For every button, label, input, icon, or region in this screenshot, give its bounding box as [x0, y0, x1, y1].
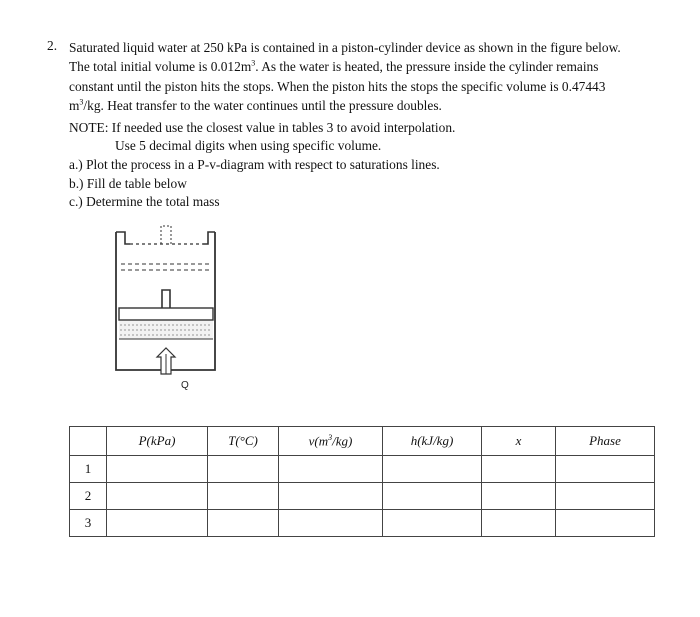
task-c: c.) Determine the total mass [69, 194, 220, 209]
cell-enthalpy[interactable] [383, 510, 482, 537]
header-specific-volume: $v(m^3/kg)$ [279, 427, 383, 456]
state-number: 3 [70, 510, 107, 537]
note-line-1: NOTE: If needed use the closest value in tables 3 to avoid interpolation. [69, 120, 456, 135]
header-phase: Phase [556, 427, 655, 456]
cell-quality[interactable] [482, 456, 556, 483]
stop-right [203, 232, 215, 244]
cell-pressure[interactable] [107, 483, 208, 510]
cell-specific-volume[interactable] [279, 510, 383, 537]
piston-rod [162, 290, 170, 308]
cell-enthalpy[interactable] [383, 456, 482, 483]
table-row [70, 456, 655, 483]
state-number: 1 [70, 456, 107, 483]
cell-enthalpy[interactable] [383, 483, 482, 510]
table-header-row [70, 427, 655, 456]
task-list [69, 156, 440, 212]
question-number: 2. [47, 38, 58, 53]
stop-left [116, 232, 130, 244]
header-pressure: P(kPa) [107, 427, 208, 456]
header-blank [70, 427, 107, 456]
cell-phase[interactable] [556, 483, 655, 510]
statement-text [69, 38, 647, 116]
task-a: a.) Plot the process in a P-v-diagram with respect to saturations lines. [69, 157, 440, 172]
cell-quality[interactable] [482, 483, 556, 510]
cell-temperature[interactable] [208, 510, 279, 537]
cell-pressure[interactable] [107, 456, 208, 483]
state-number: 2 [70, 483, 107, 510]
statement-line-4: $m^3/kg$. Heat transfer to the water continues until the pressure doubles. [69, 97, 442, 114]
table-row [70, 483, 655, 510]
piston-cylinder-figure [103, 222, 233, 392]
cell-pressure[interactable] [107, 510, 208, 537]
note-block [69, 119, 455, 155]
problem-statement [47, 38, 647, 116]
task-b: b.) Fill de table below [69, 175, 187, 191]
piston [119, 308, 213, 320]
cell-quality[interactable] [482, 510, 556, 537]
header-enthalpy: h(kJ/kg) [383, 427, 482, 456]
cell-temperature[interactable] [208, 456, 279, 483]
header-quality: x [482, 427, 556, 456]
cell-phase[interactable] [556, 456, 655, 483]
cell-specific-volume[interactable] [279, 456, 383, 483]
cell-phase[interactable] [556, 510, 655, 537]
note-line-2: Use 5 decimal digits when using specific volume. [115, 138, 382, 153]
piston-cylinder-diagram [103, 222, 233, 392]
statement-line-3: constant until the piston hits the stops. When the piston hits the stops the specific volume is 0.47443 [69, 78, 606, 94]
table-row [70, 510, 655, 537]
statement-line-1: Saturated liquid water at 250 kPa is contained in a piston-cylinder device as shown in the figure below. [69, 40, 621, 55]
statement-line-2: The total initial volume is $0.012m^3$. As the water is heated, the pressure inside the cylinder remains [69, 58, 599, 75]
header-temperature: T(°C) [208, 427, 279, 456]
state-table [69, 426, 655, 537]
cell-temperature[interactable] [208, 483, 279, 510]
heat-label: Q [181, 380, 189, 391]
cell-specific-volume[interactable] [279, 483, 383, 510]
